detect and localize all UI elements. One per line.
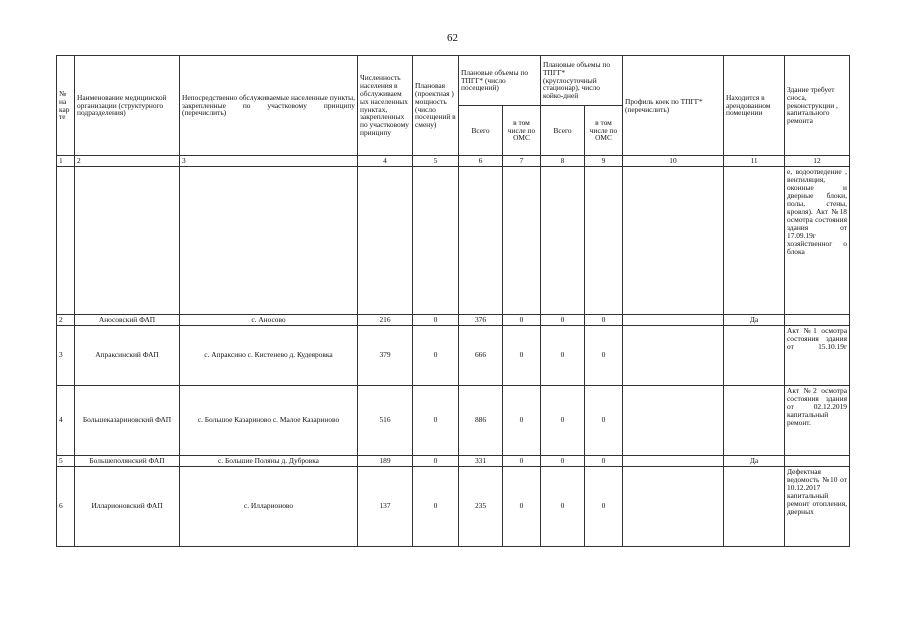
row-num: 6 bbox=[57, 466, 75, 546]
row-num: 4 bbox=[57, 385, 75, 455]
row-profile bbox=[623, 466, 724, 546]
row-profile bbox=[623, 314, 724, 325]
row-num: 3 bbox=[57, 325, 75, 385]
row-visits-oms: 0 bbox=[503, 455, 541, 466]
header-capacity: Плановая (проектная ) мощность (число посещений в смену) bbox=[413, 56, 459, 156]
header-inpatient: Плановые объемы по ТПГГ* (круглосуточный стационар), число койко-дней bbox=[541, 56, 623, 106]
header-inpatient-total: Всего bbox=[541, 106, 585, 156]
table-row bbox=[57, 455, 850, 466]
row-visits-total: 666 bbox=[459, 325, 503, 385]
row-leased: Да bbox=[724, 314, 785, 325]
row-num: 5 bbox=[57, 455, 75, 466]
row-leased bbox=[724, 385, 785, 455]
row-leased bbox=[724, 466, 785, 546]
column-number: 5 bbox=[413, 156, 459, 167]
header-profile: Профиль коек по ТПГГ* (перечислить) bbox=[623, 56, 724, 156]
row-settlements: с. Большие Поляны д. Дубровка bbox=[180, 455, 358, 466]
row-visits-oms: 0 bbox=[503, 325, 541, 385]
row-org: Илларионовский ФАП bbox=[75, 466, 180, 546]
table-row bbox=[57, 466, 850, 546]
column-number: 10 bbox=[623, 156, 724, 167]
header-leased: Находится в арендованном помещении bbox=[724, 56, 785, 156]
header-building: Здание требует сноса, реконструкции , капитального ремонта bbox=[785, 56, 850, 156]
row-visits-oms: 0 bbox=[503, 314, 541, 325]
row-visits-total: 331 bbox=[459, 455, 503, 466]
column-number: 2 bbox=[75, 156, 180, 167]
row-inpatient-total: 0 bbox=[541, 385, 585, 455]
row-settlements: с. Илларионово bbox=[180, 466, 358, 546]
column-number: 7 bbox=[503, 156, 541, 167]
page-number: 62 bbox=[447, 32, 458, 44]
row-building bbox=[785, 455, 850, 466]
row-visits-total: 235 bbox=[459, 466, 503, 546]
row-inpatient-oms: 0 bbox=[585, 385, 623, 455]
row-visits-total: 886 bbox=[459, 385, 503, 455]
row-capacity: 0 bbox=[413, 325, 459, 385]
row-settlements: с. Апраксино с. Кистенево д. Кудеяровка bbox=[180, 325, 358, 385]
row-org: Аносовский ФАП bbox=[75, 314, 180, 325]
header-num: № на кар те bbox=[57, 56, 75, 156]
continuation-note: е, водоотведение , вентиляция, оконные и дверные блоки, полы, стены, кровля). Акт №18 осмотра состояния здания от 17.09.19г хозяйственног о блока bbox=[785, 166, 850, 314]
row-settlements: с. Большое Казариново с. Малое Казариново bbox=[180, 385, 358, 455]
row-building: Акт №1 осмотра состояния здания от 15.10.19г bbox=[785, 325, 850, 385]
row-profile bbox=[623, 455, 724, 466]
table-row bbox=[57, 314, 850, 325]
column-number: 12 bbox=[785, 156, 850, 167]
row-inpatient-oms: 0 bbox=[585, 466, 623, 546]
row-num: 2 bbox=[57, 314, 75, 325]
row-population: 216 bbox=[358, 314, 413, 325]
column-number: 1 bbox=[57, 156, 75, 167]
row-inpatient-oms: 0 bbox=[585, 314, 623, 325]
row-population: 189 bbox=[358, 455, 413, 466]
row-visits-oms: 0 bbox=[503, 466, 541, 546]
header-visits-oms: в том числе по ОМС bbox=[503, 106, 541, 156]
row-settlements: с. Аносово bbox=[180, 314, 358, 325]
header-settlements: Непосредственно обслуживаемые населенные пункты, закрепленные по участковому принципу (перечислить) bbox=[180, 56, 358, 156]
row-capacity: 0 bbox=[413, 455, 459, 466]
row-leased: Да bbox=[724, 455, 785, 466]
row-org: Большеполянский ФАП bbox=[75, 455, 180, 466]
row-org: Апраксинский ФАП bbox=[75, 325, 180, 385]
column-number: 6 bbox=[459, 156, 503, 167]
row-inpatient-oms: 0 bbox=[585, 455, 623, 466]
row-population: 137 bbox=[358, 466, 413, 546]
column-number: 3 bbox=[180, 156, 358, 167]
row-inpatient-total: 0 bbox=[541, 455, 585, 466]
row-inpatient-total: 0 bbox=[541, 466, 585, 546]
row-building: Акт №2 осмотра состояния здания от 02.12.2019 капитальный ремонт. bbox=[785, 385, 850, 455]
row-inpatient-total: 0 bbox=[541, 314, 585, 325]
row-population: 379 bbox=[358, 325, 413, 385]
row-inpatient-total: 0 bbox=[541, 325, 585, 385]
row-capacity: 0 bbox=[413, 385, 459, 455]
row-profile bbox=[623, 385, 724, 455]
column-number: 11 bbox=[724, 156, 785, 167]
header-visits: Плановые объемы по ТПГГ* (число посещений) bbox=[459, 56, 541, 106]
row-leased bbox=[724, 325, 785, 385]
row-visits-oms: 0 bbox=[503, 385, 541, 455]
table-row bbox=[57, 166, 850, 314]
table-row bbox=[57, 385, 850, 455]
row-visits-total: 376 bbox=[459, 314, 503, 325]
header-visits-total: Всего bbox=[459, 106, 503, 156]
column-number: 9 bbox=[585, 156, 623, 167]
row-inpatient-oms: 0 bbox=[585, 325, 623, 385]
row-org: Большеказариновский ФАП bbox=[75, 385, 180, 455]
row-building: Дефектная ведомость №10 от 10.12.2017 капитальный ремонт отопления, дверных bbox=[785, 466, 850, 546]
column-number: 4 bbox=[358, 156, 413, 167]
row-population: 516 bbox=[358, 385, 413, 455]
row-capacity: 0 bbox=[413, 314, 459, 325]
row-profile bbox=[623, 325, 724, 385]
row-capacity: 0 bbox=[413, 466, 459, 546]
row-building bbox=[785, 314, 850, 325]
column-number: 8 bbox=[541, 156, 585, 167]
table-row bbox=[57, 325, 850, 385]
header-population: Численность населения в обслуживаем ых населенных пунктах, закрепленных по участковому принципу bbox=[358, 56, 413, 156]
header-inpatient-oms: в том числе по ОМС bbox=[585, 106, 623, 156]
facilities-table bbox=[56, 55, 850, 547]
header-org: Наименование медицинской организации (структурного подразделения) bbox=[75, 56, 180, 156]
